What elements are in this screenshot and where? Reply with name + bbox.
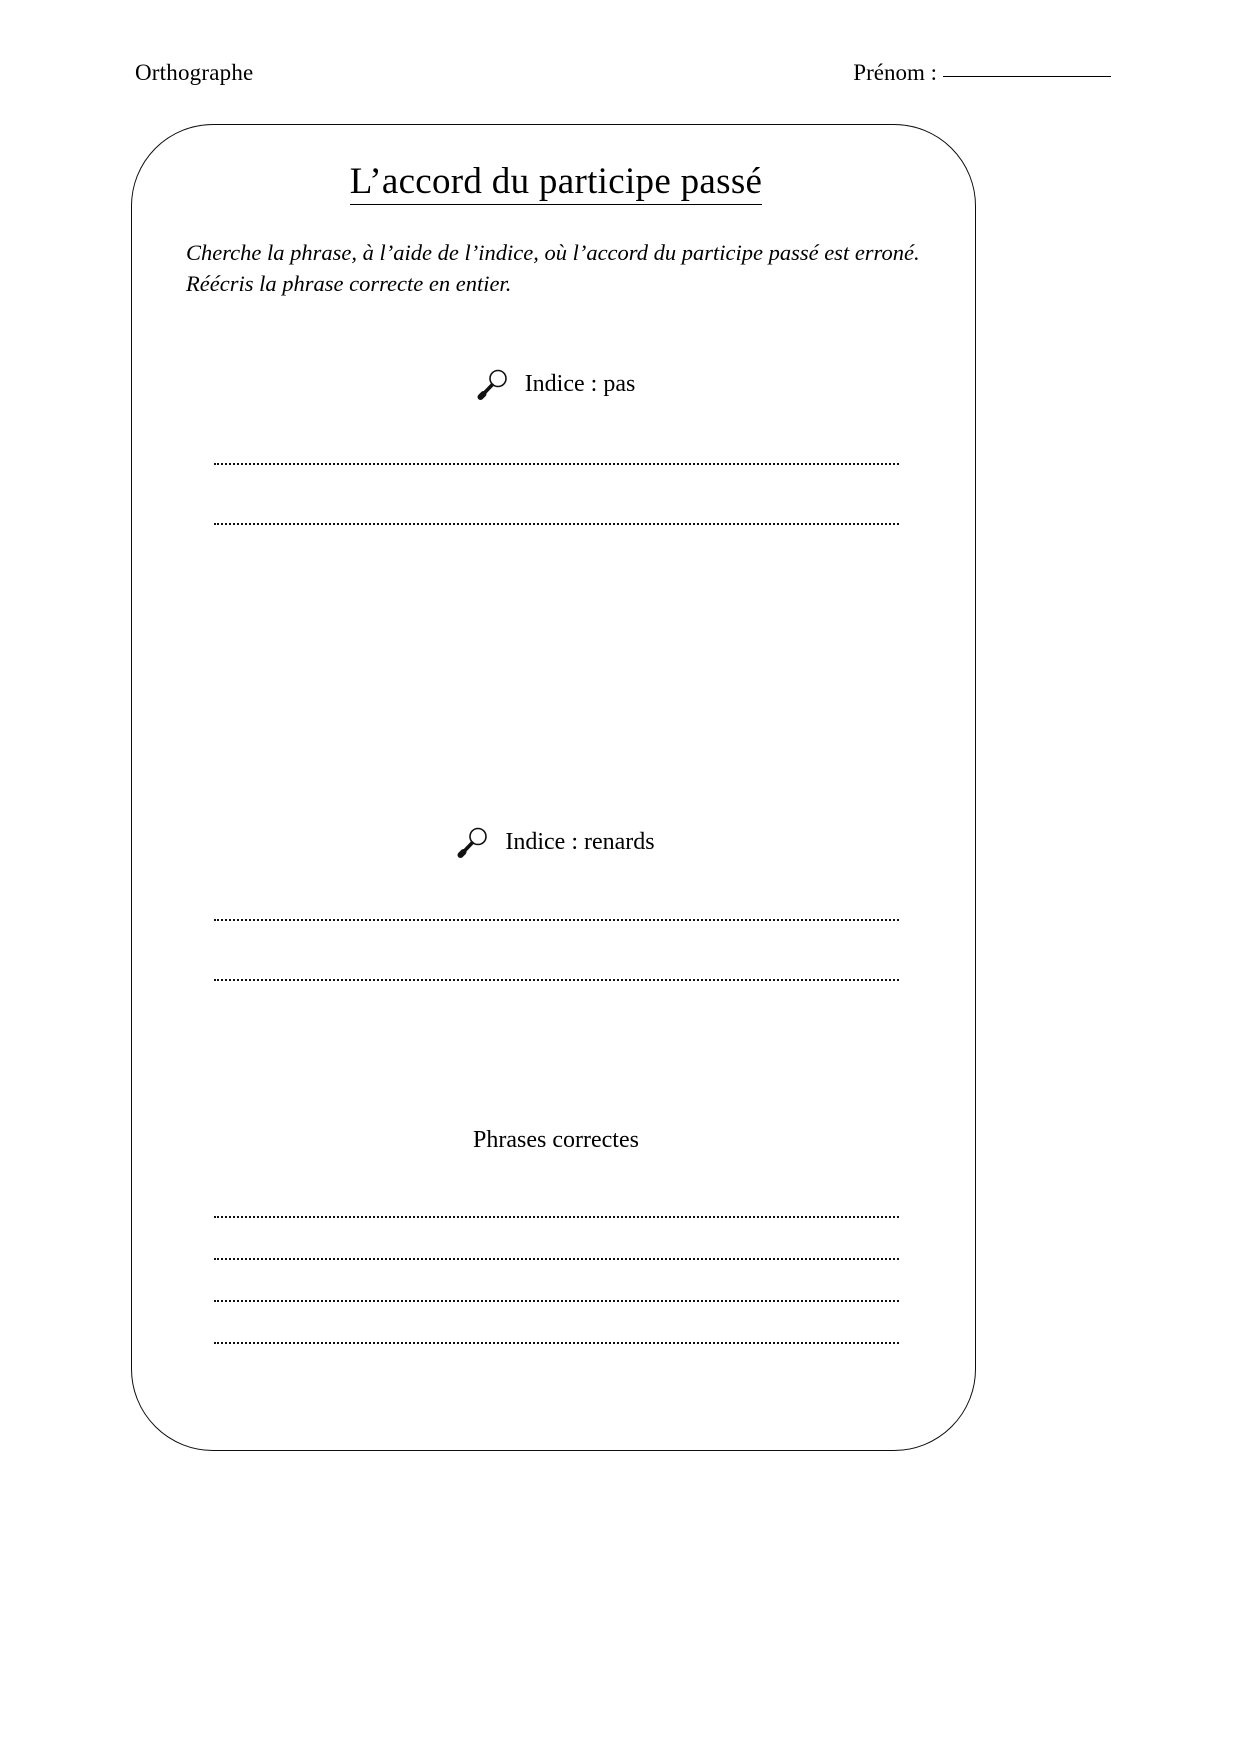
answer-line[interactable]: [214, 463, 899, 465]
answer-line[interactable]: [214, 1342, 899, 1344]
magnifier-icon: [477, 367, 511, 401]
answer-line[interactable]: [214, 523, 899, 525]
worksheet-content: [186, 160, 926, 1344]
clue-row-2: [186, 825, 926, 859]
instructions-text: Cherche la phrase, à l’aide de l’indice, où l’accord du participe passé est erroné. Réécris la phrase correcte en entier.: [186, 240, 920, 297]
subject-label: Orthographe: [135, 60, 254, 85]
page-header: [135, 60, 1111, 100]
answer-line[interactable]: [214, 979, 899, 981]
answer-line[interactable]: [214, 1300, 899, 1302]
clue-label-1: Indice : pas: [524, 370, 636, 397]
answer-line[interactable]: [214, 919, 899, 921]
clue-row-1: [186, 367, 926, 401]
clue-label-2: Indice : renards: [505, 828, 655, 855]
answer-lines-group-3: [186, 1216, 926, 1344]
answer-lines-group-1: [186, 463, 926, 525]
page-title: [186, 160, 926, 205]
magnifier-icon: [457, 825, 491, 859]
answer-lines-group-2: [186, 919, 926, 981]
answer-line[interactable]: [214, 1258, 899, 1260]
section-title: Phrases correctes: [473, 1127, 639, 1154]
student-name-field: [853, 60, 1111, 86]
name-label: Prénom :: [853, 60, 937, 85]
answer-line[interactable]: [214, 1216, 899, 1218]
name-write-line[interactable]: [943, 75, 1111, 77]
page-title-text: L’accord du participe passé: [350, 161, 763, 205]
